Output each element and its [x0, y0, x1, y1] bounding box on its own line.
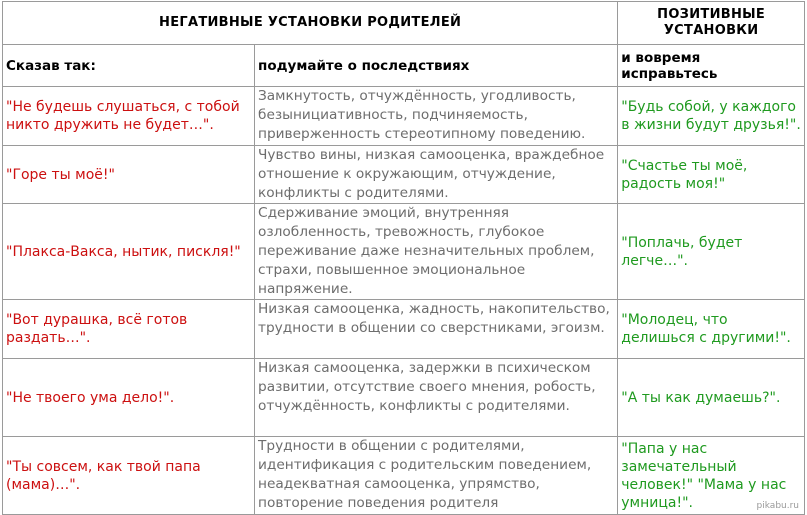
column-correct-heading: и вовремя исправьтесь	[618, 45, 805, 87]
positive-attitudes-heading: ПОЗИТИВНЫЕ УСТАНОВКИ	[618, 2, 805, 45]
parenting-attitudes-table	[2, 1, 805, 515]
column-consequences-heading: подумайте о последствиях	[255, 45, 618, 87]
table-row	[3, 300, 805, 359]
site-watermark: pikabu.ru	[756, 501, 799, 511]
positive-phrase: "А ты как думаешь?".	[618, 359, 805, 437]
table-row	[3, 146, 805, 204]
negative-phrase: "Не будешь слушаться, с тобой никто дружить не будет…".	[3, 87, 255, 146]
consequences-text: Замкнутость, отчуждённость, угодливость, безынициативность, подчиняемость, приверженность стереотипному поведению.	[255, 87, 618, 146]
table-header-row	[3, 2, 805, 45]
consequences-text: Чувство вины, низкая самооценка, враждебное отношение к окружающим, отчуждение, конфликты с родителями.	[255, 146, 618, 204]
negative-phrase: "Ты совсем, как твой папа (мама)…".	[3, 437, 255, 515]
positive-phrase: "Папа у нас замечательный человек!" "Мама у нас умница!".	[618, 437, 805, 515]
positive-phrase: "Будь собой, у каждого в жизни будут друзья!".	[618, 87, 805, 146]
column-say-heading: Сказав так:	[3, 45, 255, 87]
negative-phrase: "Не твоего ума дело!".	[3, 359, 255, 437]
table-subheader-row	[3, 45, 805, 87]
negative-phrase: "Плакса-Вакса, нытик, пискля!"	[3, 204, 255, 300]
positive-phrase: "Поплачь, будет легче…".	[618, 204, 805, 300]
negative-phrase: "Горе ты моё!"	[3, 146, 255, 204]
negative-attitudes-heading: НЕГАТИВНЫЕ УСТАНОВКИ РОДИТЕЛЕЙ	[3, 2, 618, 45]
consequences-text: Низкая самооценка, жадность, накопительство, трудности в общении со сверстниками, эгоизм.	[255, 300, 618, 359]
table-row	[3, 359, 805, 437]
consequences-text: Трудности в общении с родителями, идентификация с родительским поведением, неадекватная самооценка, упрямство, повторение поведения родителя	[255, 437, 618, 515]
table-row	[3, 204, 805, 300]
consequences-text: Сдерживание эмоций, внутренняя озлобленность, тревожность, глубокое переживание даже незначительных проблем, страхи, повышенное эмоциональное напряжение.	[255, 204, 618, 300]
table-row	[3, 87, 805, 146]
table-row	[3, 437, 805, 515]
consequences-text: Низкая самооценка, задержки в психическом развитии, отсутствие своего мнения, робость, отчуждённость, конфликты с родителями.	[255, 359, 618, 437]
negative-phrase: "Вот дурашка, всё готов раздать…".	[3, 300, 255, 359]
positive-phrase: "Молодец, что делишься с другими!".	[618, 300, 805, 359]
positive-phrase: "Счастье ты моё, радость моя!"	[618, 146, 805, 204]
